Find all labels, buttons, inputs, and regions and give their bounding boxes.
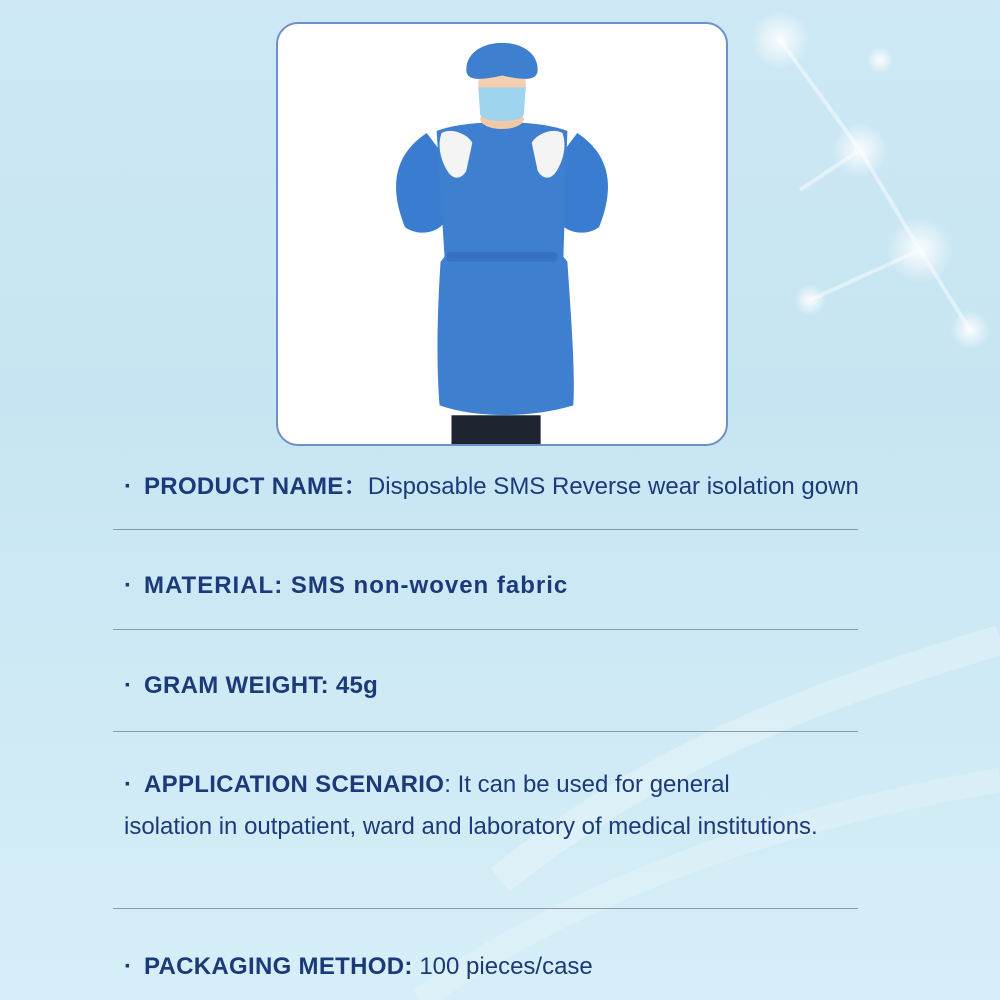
isolation-gown-photo bbox=[278, 24, 726, 444]
bullet: · bbox=[124, 953, 132, 980]
spec-row-material bbox=[124, 569, 568, 603]
divider bbox=[113, 731, 858, 732]
spec-label-gram-weight: GRAM WEIGHT: 45g bbox=[144, 672, 379, 699]
spec-value-packaging-method: 100 pieces/case bbox=[412, 953, 593, 980]
bullet: · bbox=[124, 473, 132, 500]
spec-value-application-scenario-line2: isolation in outpatient, ward and laboratory of medical institutions. bbox=[124, 813, 818, 840]
spec-row-packaging-method bbox=[124, 950, 593, 984]
spec-value-material: SMS non-woven fabric bbox=[283, 572, 569, 599]
spec-value-product-name: Disposable SMS Reverse wear isolation gown bbox=[367, 473, 859, 500]
spec-label-material: MATERIAL: bbox=[144, 572, 284, 599]
divider bbox=[113, 529, 858, 530]
divider bbox=[113, 629, 858, 630]
spec-label-product-name: PRODUCT NAME： bbox=[144, 473, 368, 500]
product-image-card bbox=[276, 22, 728, 446]
divider bbox=[113, 908, 858, 909]
spec-label-packaging-method: PACKAGING METHOD: bbox=[144, 953, 413, 980]
bullet: · bbox=[124, 771, 132, 798]
spec-value-application-scenario: : It can be used for general bbox=[444, 771, 730, 798]
bullet: · bbox=[124, 572, 132, 599]
spec-row-product-name bbox=[124, 470, 859, 504]
spec-row-application-scenario bbox=[124, 768, 730, 802]
bullet: · bbox=[124, 672, 132, 699]
spec-label-application-scenario: APPLICATION SCENARIO bbox=[144, 771, 445, 798]
spec-row-gram-weight bbox=[124, 669, 378, 703]
